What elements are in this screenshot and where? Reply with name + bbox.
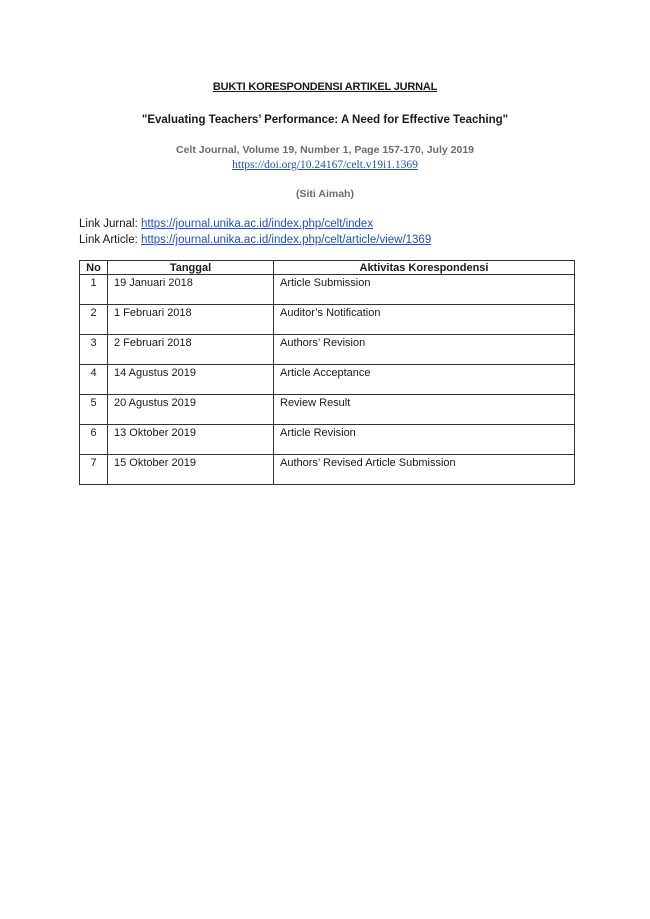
row-date: 1 Februari 2018 [108, 305, 274, 335]
row-date: 15 Oktober 2019 [108, 455, 274, 485]
journal-info: Celt Journal, Volume 19, Number 1, Page 157-170, July 2019 [175, 144, 475, 156]
table-row [80, 365, 575, 395]
row-activity: Authors’ Revision [274, 335, 575, 365]
jurnal-link[interactable]: https://journal.unika.ac.id/index.php/celt/index [141, 218, 374, 230]
links-block [79, 216, 431, 248]
row-activity: Auditor’s Notification [274, 305, 575, 335]
row-date: 19 Januari 2018 [108, 275, 274, 305]
table-row [80, 275, 575, 305]
row-no: 2 [80, 305, 108, 335]
row-no: 1 [80, 275, 108, 305]
correspondence-table [79, 260, 575, 485]
jurnal-link-line [79, 216, 431, 232]
article-title: "Evaluating Teachers’ Performance: A Need for Effective Teaching" [141, 114, 509, 126]
row-no: 6 [80, 425, 108, 455]
header-aktivitas: Aktivitas Korespondensi [274, 261, 575, 275]
jurnal-link-label: Link Jurnal: [79, 218, 142, 230]
article-link-label: Link Article: [79, 234, 141, 246]
row-activity: Article Submission [274, 275, 575, 305]
header-no: No [80, 261, 108, 275]
article-link-line [79, 232, 431, 248]
row-date: 13 Oktober 2019 [108, 425, 274, 455]
row-date: 20 Agustus 2019 [108, 395, 274, 425]
author-name: (Siti Aimah) [296, 188, 354, 200]
table-header-row [80, 261, 575, 275]
row-activity: Review Result [274, 395, 575, 425]
header-tanggal: Tanggal [108, 261, 274, 275]
table-row [80, 335, 575, 365]
table-row [80, 425, 575, 455]
document-title: BUKTI KORESPONDENSI ARTIKEL JURNAL [212, 81, 438, 93]
row-activity: Article Acceptance [274, 365, 575, 395]
doi-link[interactable]: https://doi.org/10.24167/celt.v19i1.1369 [232, 159, 418, 171]
row-no: 4 [80, 365, 108, 395]
article-link[interactable]: https://journal.unika.ac.id/index.php/celt/article/view/1369 [141, 234, 432, 246]
table-row [80, 305, 575, 335]
row-date: 14 Agustus 2019 [108, 365, 274, 395]
row-activity: Authors’ Revised Article Submission [274, 455, 575, 485]
row-no: 3 [80, 335, 108, 365]
row-no: 7 [80, 455, 108, 485]
row-activity: Article Revision [274, 425, 575, 455]
table-row [80, 455, 575, 485]
row-date: 2 Februari 2018 [108, 335, 274, 365]
table-row [80, 395, 575, 425]
row-no: 5 [80, 395, 108, 425]
